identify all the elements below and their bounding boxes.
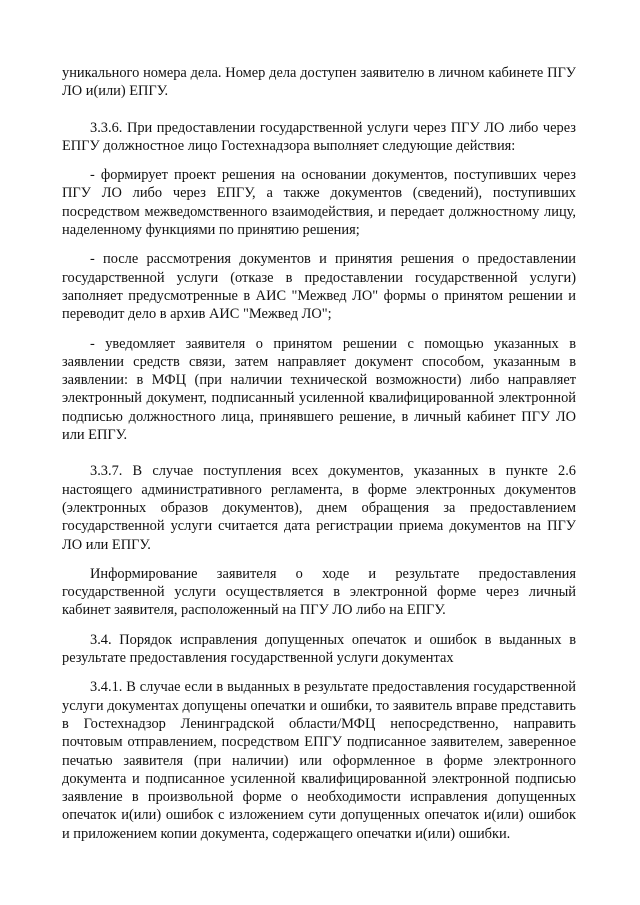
paragraph-3-3-7: 3.3.7. В случае поступления всех документов, указанных в пункте 2.6 настоящего административного регламента, в форме электронных документов (электронных образов документов), днем обращения за предоставлением государственной услуги считается дата регистрации приема документов на ПГУ ЛО или ЕПГУ. <box>62 463 576 553</box>
paragraph-3-4-heading: 3.4. Порядок исправления допущенных опечаток и ошибок в выданных в результате предоставления государственной услуги документах <box>62 631 576 667</box>
paragraph-action-fill-forms: - после рассмотрения документов и принятия решения о предоставлении государственной услуги (отказе в предоставлении государственной услуги) заполняет предусмотренные в АИС "Межвед ЛО" формы о принятом решении и переводит дело в архив АИС "Межвед ЛО"; <box>62 251 576 323</box>
paragraph-3-3-6: 3.3.6. При предоставлении государственной услуги через ПГУ ЛО либо через ЕПГУ должностное лицо Гостехнадзора выполняет следующие действия: <box>62 119 576 154</box>
paragraph-informing: Информирование заявителя о ходе и результате предоставления государственной услуги осуществляется в электронной форме через личный кабинет заявителя, расположенный на ПГУ ЛО либо на ЕПГУ. <box>62 565 576 619</box>
paragraph-3-4-1: 3.4.1. В случае если в выданных в результате предоставления государственной услуги документах допущены опечатки и ошибки, то заявитель вправе представить в Гостехнадзор Ленинградской области/МФЦ непосредственно, направить почтовым отправлением, посредством ЕПГУ подписанное заявителем, заверенное печатью заявителя (при наличии) или оформленное в форме электронного документа и подписанное усиленной квалифицированной электронной подписью заявление в произвольной форме о необходимости исправления допущенных опечаток и(или) ошибок с изложением сути допущенных опечаток и(или) ошибок и приложением копии документа, содержащего опечатки и(или) ошибки. <box>62 679 576 842</box>
document-body <box>62 64 576 843</box>
paragraph-action-form-draft: - формирует проект решения на основании документов, поступивших через ПГУ ЛО либо через ЕПГУ, а также документов (сведений), поступивших посредством межведомственного взаимодействия, и передает должностному лицу, наделенному функциями по принятию решения; <box>62 167 576 239</box>
paragraph-action-notify: - уведомляет заявителя о принятом решении с помощью указанных в заявлении средств связи, затем направляет документ способом, указанным в заявлении: в МФЦ (при наличии технической возможности) либо направляет электронный документ, подписанный усиленной квалифицированной электронной подписью должностного лица, принявшего решение, в личный кабинет ПГУ ЛО или ЕПГУ. <box>62 335 576 444</box>
paragraph-continuation: уникального номера дела. Номер дела доступен заявителю в личном кабинете ПГУ ЛО и(или) ЕПГУ. <box>62 65 576 100</box>
